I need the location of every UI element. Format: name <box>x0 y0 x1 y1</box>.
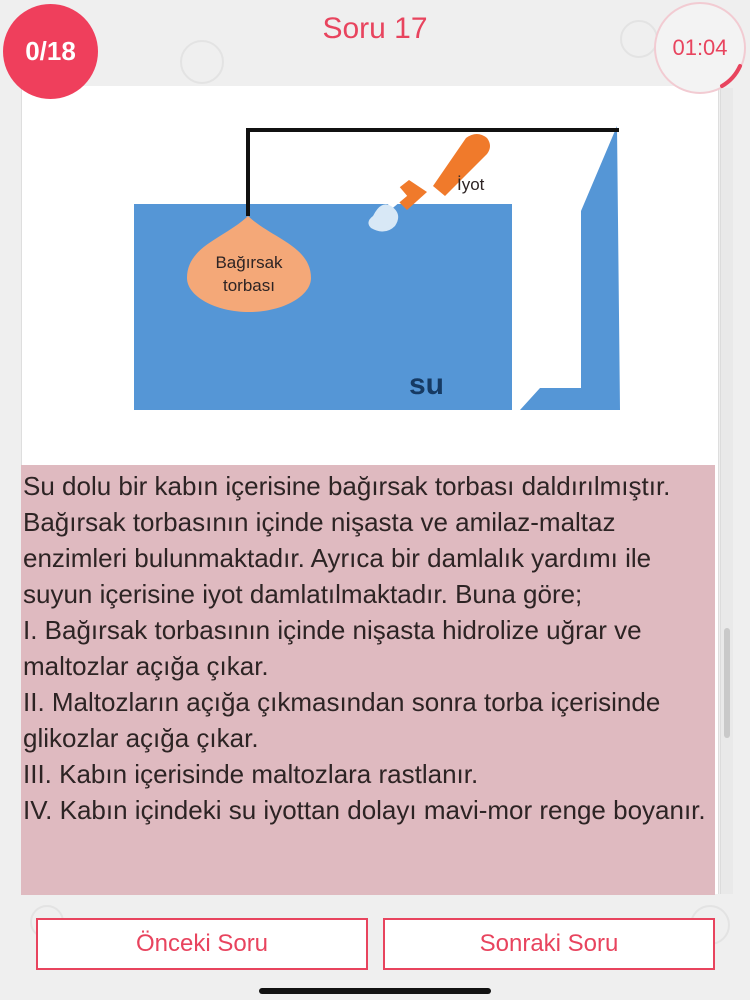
next-question-button[interactable]: Sonraki Soru <box>383 918 715 970</box>
dropper-label: İyot <box>457 175 485 194</box>
side-tank <box>520 126 620 410</box>
question-text: Su dolu bir kabın içerisine bağırsak torbası daldırılmıştır. Bağırsak torbasının içinde nişasta ve amilaz-maltaz enzimleri bulunmaktadır. Ayrıca bir damlalık yardımı ile suyun içerisine iyot damlatılmaktadır. Buna göre; I. Bağırsak torbasının içinde nişasta hidrolize uğrar ve maltozlar açığa çıkar. II. Maltozların açığa çıkmasından sonra torba içerisinde glikozlar açığa çıkar. III. Kabın içerisinde maltozlara rastlanır. IV. Kabın içindeki su iyottan dolayı mavi-mor renge boyanır. <box>21 465 715 895</box>
bag-label-line2: torbası <box>223 276 275 295</box>
header <box>0 0 750 90</box>
timer: 01:04 <box>654 2 746 94</box>
scrollbar-thumb[interactable] <box>724 628 730 738</box>
dropper-icon <box>383 134 490 210</box>
scrollbar[interactable] <box>720 88 733 894</box>
question-figure <box>25 88 713 430</box>
page-title: Soru 17 <box>322 12 428 45</box>
previous-question-button[interactable]: Önceki Soru <box>36 918 368 970</box>
experiment-diagram <box>25 88 713 430</box>
bag-label-line1: Bağırsak <box>215 253 283 272</box>
hanging-wire <box>248 130 619 216</box>
water-container <box>134 204 512 410</box>
home-indicator <box>259 988 491 994</box>
water-label: su <box>409 368 445 401</box>
score-badge: 0/18 <box>3 4 98 99</box>
